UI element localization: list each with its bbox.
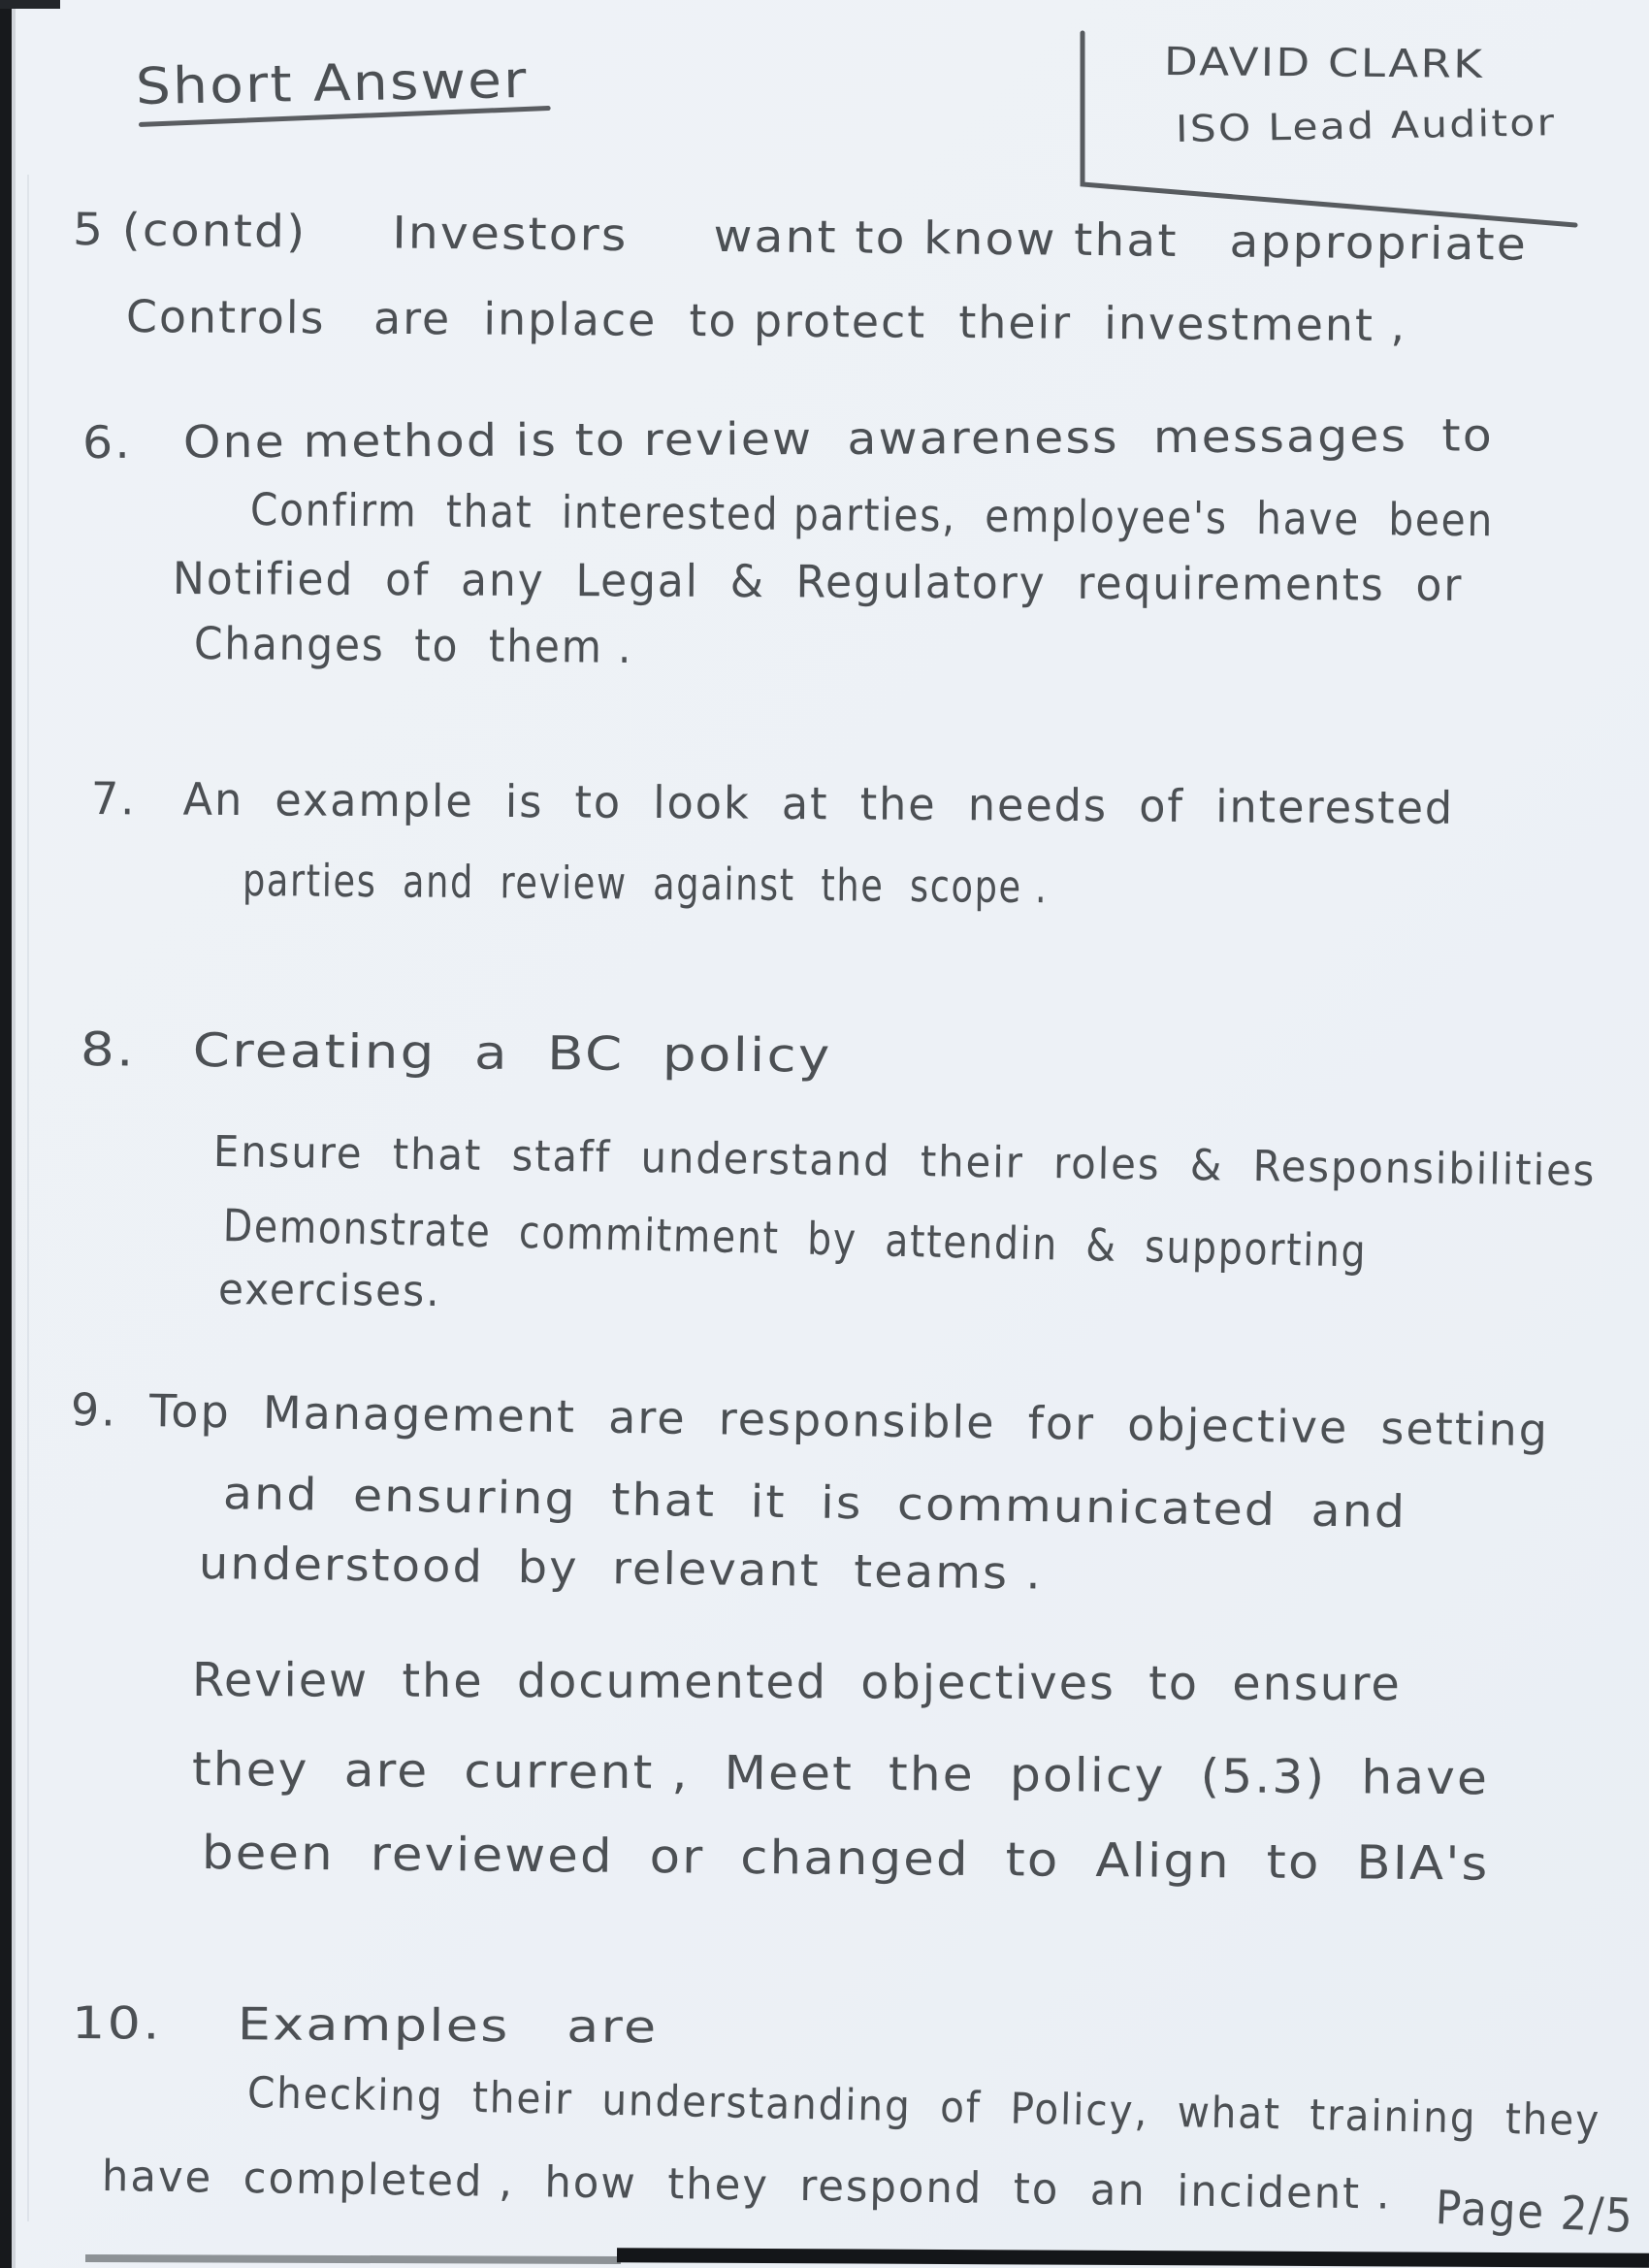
scan-edge-bottom-black bbox=[617, 2248, 1649, 2268]
answer-9-line-5: they are current , Meet the policy (5.3) have bbox=[191, 1742, 1490, 1806]
answer-9-line-3: understood by relevant teams . bbox=[198, 1537, 1044, 1600]
answer-5-line-1: 5 (contd) Investors want to know that appropriate bbox=[72, 203, 1529, 271]
page-number: Page 2/5 bbox=[1434, 2181, 1635, 2244]
scan-streak-line bbox=[27, 175, 29, 2221]
scan-edge-bottom-gray bbox=[85, 2254, 621, 2264]
author-role: ISO Lead Auditor bbox=[1175, 101, 1557, 150]
answer-7-line-2: parties and review against the scope . bbox=[242, 854, 1049, 914]
answer-9-line-4: Review the documented objectives to ensure bbox=[191, 1653, 1402, 1712]
answer-9-line-2: and ensuring that it is communicated and bbox=[222, 1467, 1407, 1539]
answer-8-line-1: 8. Creating a BC policy bbox=[80, 1022, 832, 1084]
answer-10-line-1: 10. Examples are bbox=[71, 1996, 659, 2054]
scan-edge-top bbox=[0, 0, 60, 9]
answer-7-line-1: 7. An example is to look at the needs of interested bbox=[90, 772, 1455, 834]
answer-8-line-3: Demonstrate commitment by attendin & supporting bbox=[222, 1199, 1368, 1278]
answer-5-line-2: Controls are inplace to protect their investment , bbox=[125, 290, 1407, 352]
author-name: DAVID CLARK bbox=[1163, 40, 1485, 87]
answer-6-line-4: Changes to them . bbox=[193, 617, 633, 673]
answer-10-line-2: Checking their understanding of Policy, what training they bbox=[246, 2068, 1601, 2147]
answer-6-line-3: Notified of any Legal & Regulatory requirements or bbox=[172, 552, 1464, 611]
answer-10-line-3: have completed , how they respond to an incident . bbox=[101, 2152, 1392, 2219]
scan-edge-left bbox=[0, 0, 12, 2268]
answer-8-line-4: exercises. bbox=[217, 1265, 441, 1317]
scan-edge-left-shadow bbox=[12, 0, 16, 2268]
answer-6-line-1: 6. One method is to review awareness messages to bbox=[81, 408, 1494, 469]
answer-9-line-6: been reviewed or changed to Align to BIA's bbox=[201, 1826, 1490, 1892]
answer-8-line-2: Ensure that staff understand their roles & Responsibilities bbox=[212, 1127, 1597, 1196]
answer-6-line-2: Confirm that interested parties, employee's have been bbox=[249, 483, 1495, 547]
answer-9-line-1: 9. Top Management are responsible for objective setting bbox=[70, 1383, 1550, 1457]
page-title: Short Answer bbox=[135, 50, 530, 116]
